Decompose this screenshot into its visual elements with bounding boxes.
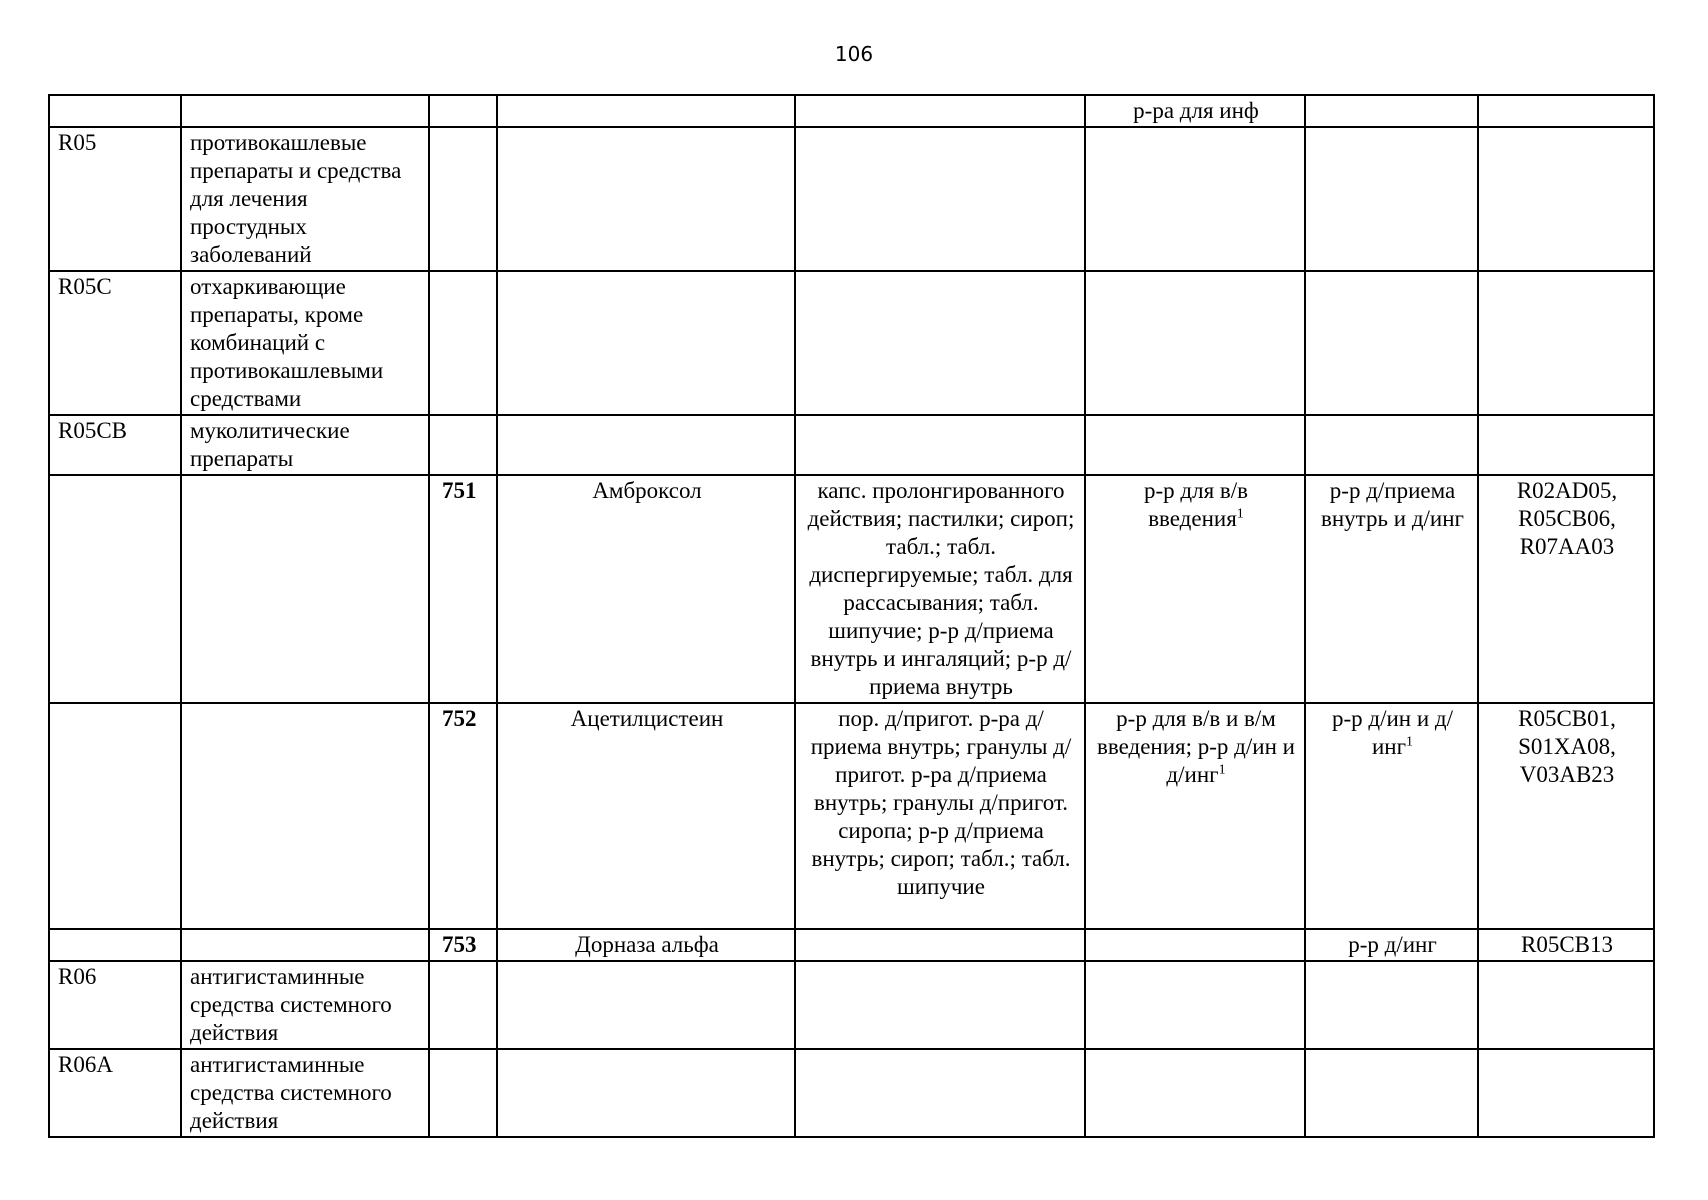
drug-name-cell: [497, 271, 795, 415]
extra-forms-cell: [1305, 271, 1478, 415]
dosage-forms-cell: [795, 415, 1085, 475]
number-cell: 753: [429, 929, 497, 961]
number-cell: 751: [429, 475, 497, 703]
atc-codes-cell: [1478, 961, 1654, 1049]
atc-group-cell: [181, 929, 429, 961]
atc-code-cell: R05CB: [49, 415, 181, 475]
number-cell: [429, 127, 497, 271]
number-cell: [429, 95, 497, 127]
number-cell: [429, 961, 497, 1049]
inpatient-forms-cell: р-ра для инф: [1085, 95, 1305, 127]
atc-group-cell: [181, 703, 429, 929]
extra-forms-cell: [1305, 127, 1478, 271]
footnote-mark: 1: [1406, 734, 1414, 750]
table-row: [49, 703, 1654, 929]
extra-forms-cell: [1305, 961, 1478, 1049]
inpatient-forms-cell: [1085, 929, 1305, 961]
extra-forms-cell: [1305, 1049, 1478, 1137]
atc-code-cell: [49, 95, 181, 127]
table-row: [49, 127, 1654, 271]
atc-code-cell: R05C: [49, 271, 181, 415]
atc-code-cell: [49, 929, 181, 961]
number-cell: 752: [429, 703, 497, 929]
page-number: 106: [834, 42, 874, 66]
dosage-forms-cell: [795, 929, 1085, 961]
dosage-forms-cell: [795, 95, 1085, 127]
atc-group-cell: [181, 95, 429, 127]
drug-name-cell: [497, 127, 795, 271]
atc-codes-cell: R05CB01, S01XA08, V03AB23: [1478, 703, 1654, 929]
dosage-forms-cell: капс. пролонгированного действия; пастилки; сироп; табл.; табл. диспергируемые; табл. для рассасывания; табл. шипучие; р-р д/приема внутрь и ингаляций; р-р д/приема внутрь: [795, 475, 1085, 703]
dosage-forms-cell: [795, 271, 1085, 415]
number-cell: [429, 1049, 497, 1137]
atc-group-cell: антигистаминные средства системного действия: [181, 1049, 429, 1137]
drug-name-cell: [497, 961, 795, 1049]
table-row: [49, 271, 1654, 415]
atc-code-cell: R06: [49, 961, 181, 1049]
number-cell: [429, 271, 497, 415]
atc-code-cell: [49, 703, 181, 929]
drug-name-cell: Ацетилцистеин: [497, 703, 795, 929]
table-row: [49, 95, 1654, 127]
drug-table: [48, 94, 1655, 1138]
atc-group-cell: муколитические препараты: [181, 415, 429, 475]
atc-codes-cell: R02AD05, R05CB06, R07AA03: [1478, 475, 1654, 703]
atc-codes-cell: [1478, 127, 1654, 271]
drug-name-cell: Амброксол: [497, 475, 795, 703]
drug-name-cell: [497, 1049, 795, 1137]
extra-forms-cell: р-р д/инг: [1305, 929, 1478, 961]
footnote-mark: 1: [1236, 506, 1244, 522]
dosage-forms-cell: пор. д/пригот. р-ра д/приема внутрь; гранулы д/пригот. р-ра д/приема внутрь; гранулы д/пригот. сиропа; р-р д/приема внутрь; сироп; табл.; табл. шипучие: [795, 703, 1085, 929]
inpatient-forms-cell: [1085, 961, 1305, 1049]
dosage-forms-cell: [795, 1049, 1085, 1137]
drug-name-cell: [497, 95, 795, 127]
inpatient-forms-cell: [1085, 703, 1305, 929]
table-row: [49, 475, 1654, 703]
atc-code-cell: [49, 475, 181, 703]
atc-group-cell: [181, 475, 429, 703]
atc-codes-cell: R05CB13: [1478, 929, 1654, 961]
extra-forms-cell: [1305, 703, 1478, 929]
inpatient-forms-cell: [1085, 415, 1305, 475]
inpatient-forms-text: р-р для в/в введения: [1143, 478, 1249, 531]
atc-codes-cell: [1478, 95, 1654, 127]
inpatient-forms-text: р-р для в/в и в/м введения; р-р д/ин и д/инг: [1097, 706, 1295, 787]
extra-forms-cell: [1305, 95, 1478, 127]
extra-forms-cell: р-р д/приема внутрь и д/инг: [1305, 475, 1478, 703]
table-row: [49, 1049, 1654, 1137]
extra-forms-text: р-р д/ин и д/инг: [1331, 706, 1454, 759]
atc-group-cell: противокашлевые препараты и средства для лечения простудных заболеваний: [181, 127, 429, 271]
drug-name-cell: Дорназа альфа: [497, 929, 795, 961]
dosage-forms-cell: [795, 127, 1085, 271]
atc-group-cell: антигистаминные средства системного действия: [181, 961, 429, 1049]
number-cell: [429, 415, 497, 475]
extra-forms-cell: [1305, 415, 1478, 475]
dosage-forms-cell: [795, 961, 1085, 1049]
inpatient-forms-cell: [1085, 475, 1305, 703]
atc-code-cell: R05: [49, 127, 181, 271]
atc-codes-cell: [1478, 271, 1654, 415]
inpatient-forms-cell: [1085, 271, 1305, 415]
inpatient-forms-cell: [1085, 127, 1305, 271]
atc-codes-cell: [1478, 1049, 1654, 1137]
drug-name-cell: [497, 415, 795, 475]
atc-codes-cell: [1478, 415, 1654, 475]
table-row: [49, 961, 1654, 1049]
footnote-mark: 1: [1218, 762, 1226, 778]
inpatient-forms-cell: [1085, 1049, 1305, 1137]
atc-group-cell: отхаркивающие препараты, кроме комбинаций с противокашлевыми средствами: [181, 271, 429, 415]
table-row: [49, 415, 1654, 475]
table-row: [49, 929, 1654, 961]
atc-code-cell: R06A: [49, 1049, 181, 1137]
